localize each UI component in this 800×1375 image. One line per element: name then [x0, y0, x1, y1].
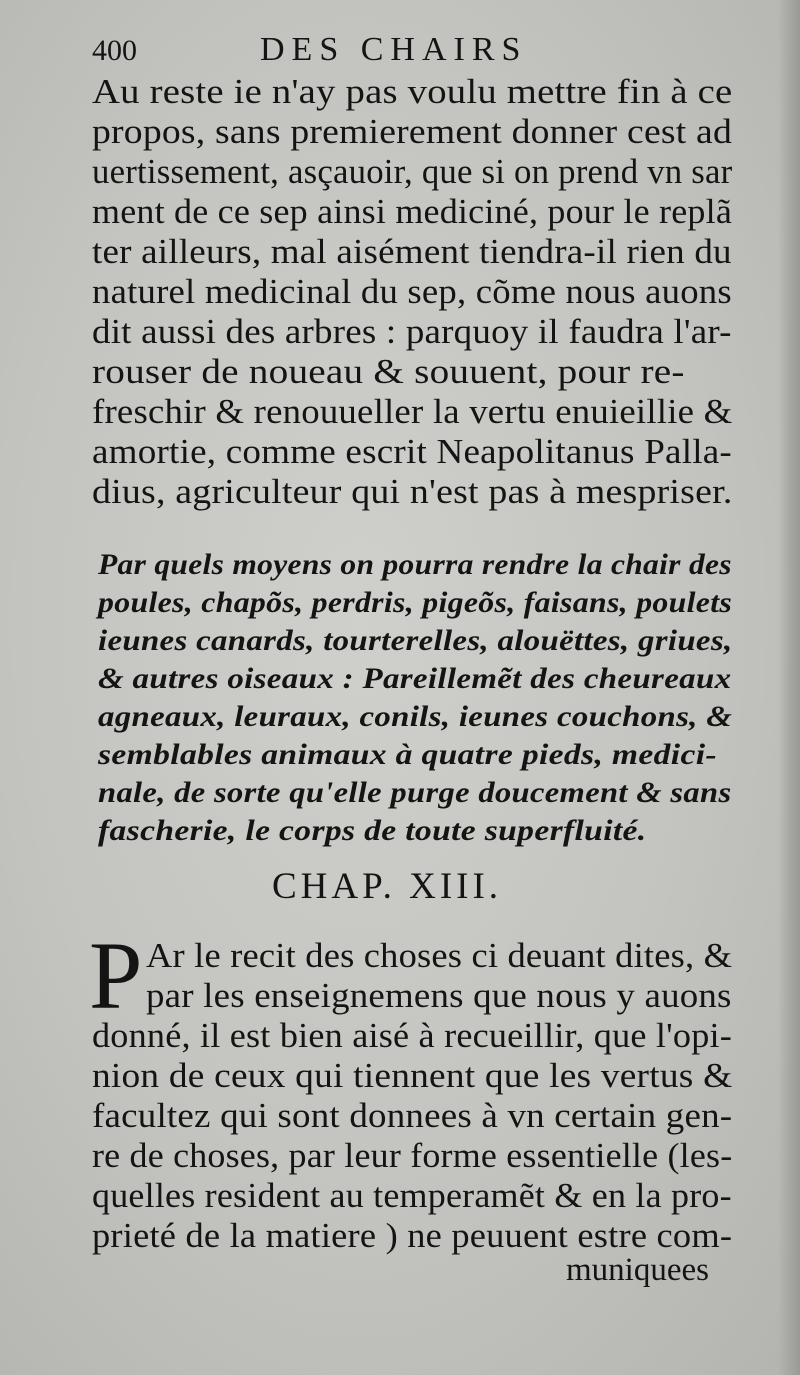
text-line: Au reste ie n'ay pas voulu mettre fin à ce — [92, 72, 733, 111]
text-line: naturel medicinal du sep, cõme nous auons — [92, 272, 732, 311]
summary-line: nale, de sorte qu'elle purge doucement & sans — [98, 776, 732, 809]
page-number: 400 — [92, 34, 137, 67]
text-line: Ar le recit des choses ci deuant dites, & — [146, 936, 733, 975]
text-line: facultez qui sont donnees à vn certain gen- — [92, 1096, 733, 1135]
running-head — [92, 26, 732, 70]
summary-line: ieunes canards, tourterelles, alouëttes, griues, — [98, 624, 733, 657]
text-line: quelles resident au temperamẽt & en la pro- — [92, 1176, 732, 1215]
text-line: re de choses, par leur forme essentielle (les- — [92, 1136, 733, 1175]
summary-line: & autres oiseaux : Pareillemẽt des cheureaux — [98, 662, 732, 695]
catchword: muniquees — [566, 1252, 709, 1288]
page-gutter-shadow — [778, 0, 800, 1375]
text-line: amortie, comme escrit Neapolitanus Palla- — [92, 432, 732, 471]
text-line: rouser de noueau & souuent, pour re- — [92, 352, 685, 391]
text-line: nion de ceux qui tiennent que les vertus & — [92, 1056, 733, 1095]
chapter-heading: CHAP. XIII. — [272, 866, 503, 907]
text-line: dit aussi des arbres : parquoy il faudra l'ar- — [92, 312, 732, 351]
text-line: propos, sans premierement donner cest ad — [92, 112, 733, 151]
summary-line: semblables animaux à quatre pieds, medici- — [98, 738, 717, 771]
summary-line: poules, chapõs, perdris, pigeõs, faisans, poulets — [98, 586, 733, 619]
text-line: freschir & renouueller la vertu enuieillie & — [92, 392, 733, 431]
summary-line: Par quels moyens on pourra rendre la chair des — [98, 548, 732, 581]
text-line: donné, il est bien aisé à recueillir, que l'opi- — [92, 1016, 733, 1055]
text-line: ter ailleurs, mal aisément tiendra-il rien du — [92, 232, 732, 271]
text-line: ment de ce sep ainsi mediciné, pour le replã — [92, 192, 733, 231]
drop-cap: P — [89, 922, 143, 1029]
summary-line: fascherie, le corps de toute superfluité. — [98, 814, 647, 847]
text-line: par les enseignemens que nous y auons — [146, 976, 732, 1015]
text-line: prieté de la matiere ) ne peuuent estre com- — [92, 1216, 733, 1255]
running-title: DES CHAIRS — [260, 31, 528, 68]
text-line: dius, agriculteur qui n'est pas à mespriser. — [92, 472, 733, 511]
summary-line: agneaux, leuraux, conils, ieunes couchons, & — [98, 700, 733, 733]
text-line: uertissement, asçauoir, que si on prend vn sar — [92, 152, 733, 191]
